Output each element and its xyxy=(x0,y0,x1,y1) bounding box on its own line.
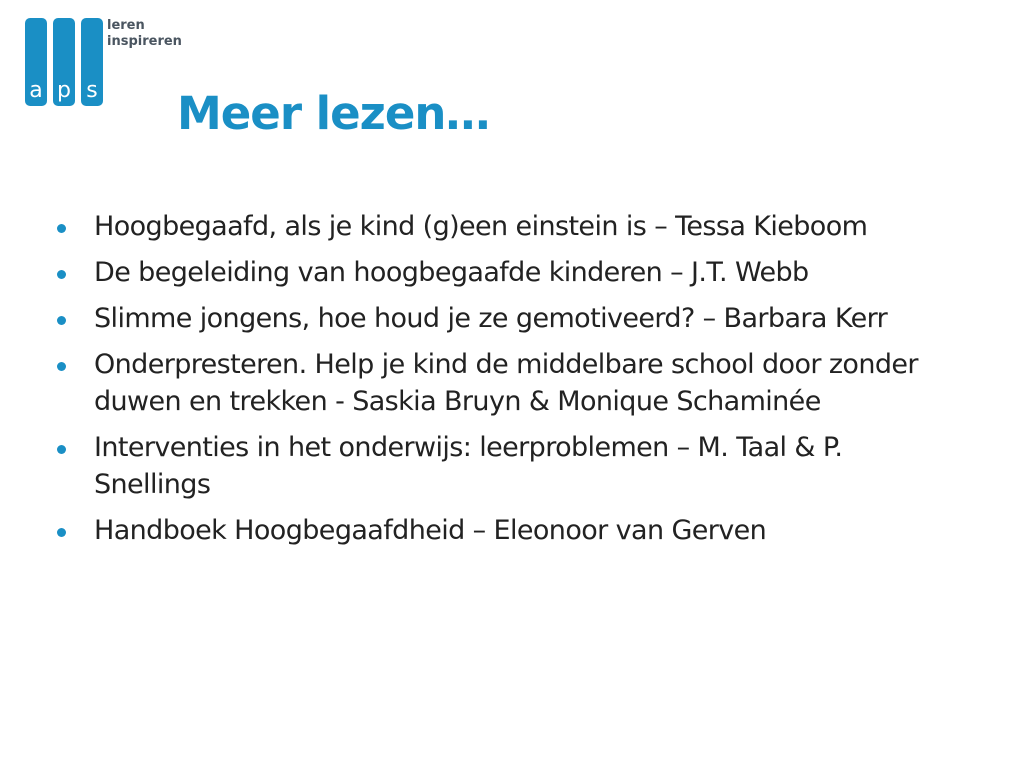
logo-letter-a: a xyxy=(29,78,43,103)
bullet-dot-icon xyxy=(57,270,66,279)
bullet-dot-icon xyxy=(57,316,66,325)
list-item-text: Interventies in het onderwijs: leerproblemen – M. Taal & P. Snellings xyxy=(94,432,843,500)
logo-tagline xyxy=(107,18,182,50)
list-item-text: Hoogbegaafd, als je kind (g)een einstein is – Tessa Kieboom xyxy=(94,211,868,242)
aps-logo xyxy=(25,18,195,108)
logo-letter-p: p xyxy=(57,78,71,103)
bullet-dot-icon xyxy=(57,362,66,371)
list-item xyxy=(55,208,955,245)
bullet-dot-icon xyxy=(57,445,66,454)
logo-tagline-line2: inspireren xyxy=(107,34,182,49)
book-list xyxy=(55,208,955,558)
list-item xyxy=(55,254,955,291)
list-item xyxy=(55,300,955,337)
list-item-text: Handboek Hoogbegaafdheid – Eleonoor van Gerven xyxy=(94,515,767,546)
list-item xyxy=(55,512,955,549)
logo-tagline-line1: leren xyxy=(107,18,145,33)
bullet-dot-icon xyxy=(57,528,66,537)
list-item xyxy=(55,346,955,420)
bullet-dot-icon xyxy=(57,224,66,233)
list-item xyxy=(55,429,955,503)
list-item-text: Slimme jongens, hoe houd je ze gemotiveerd? – Barbara Kerr xyxy=(94,303,888,334)
list-item-text: Onderpresteren. Help je kind de middelbare school door zonder duwen en trekken - Saskia Bruyn & Monique Schaminée xyxy=(94,349,918,417)
logo-letter-s: s xyxy=(86,78,98,103)
aps-logo-mark xyxy=(25,18,103,106)
slide-title: Meer lezen… xyxy=(177,87,490,140)
list-item-text: De begeleiding van hoogbegaafde kinderen – J.T. Webb xyxy=(94,257,809,288)
